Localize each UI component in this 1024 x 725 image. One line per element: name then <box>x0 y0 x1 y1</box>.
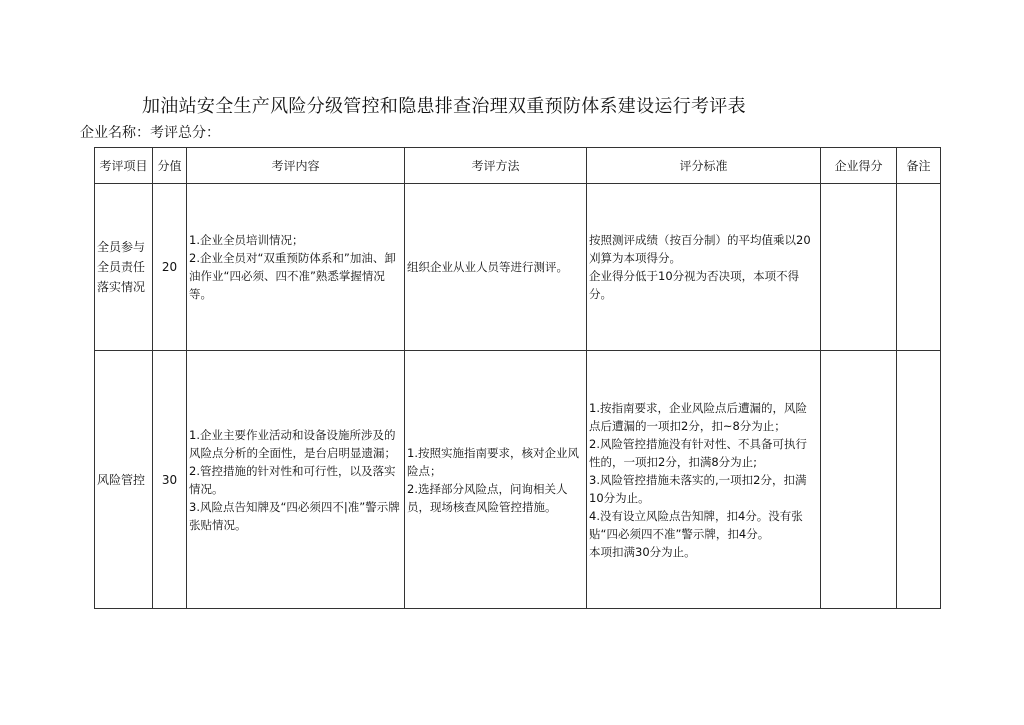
row-criteria-cell <box>587 351 821 609</box>
evaluation-table <box>94 147 941 609</box>
remark-cell <box>897 351 941 609</box>
header-method: 考评方法 <box>405 148 587 184</box>
remark-cell <box>897 184 941 351</box>
company-info-line: 企业名称：考评总分： <box>80 125 220 141</box>
method-line: 组织企业从业人员等进行测评。 <box>407 260 568 274</box>
row-score-cell: 30 <box>153 351 187 609</box>
header-company-score: 企业得分 <box>821 148 897 184</box>
table-row <box>95 184 941 351</box>
criteria-line: 按照测评成绩（按百分制）的平均值乘以20刈算为本项得分。 <box>589 233 811 265</box>
content-line: 1.企业全员培训情况； <box>189 233 304 247</box>
content-line: 1.企业主要作业活动和设备设施所涉及的风险点分析的全面性，是台启明显遗漏； <box>189 427 396 460</box>
row-method-cell <box>405 184 587 351</box>
table-row <box>95 351 941 609</box>
content-line: 2.企业全员对“双重预防体系和”加油、卸油作业“四必须、四不准”熟悉掌握情况等。 <box>189 251 396 301</box>
header-row <box>95 148 941 184</box>
criteria-line: 本项扣满30分为止。 <box>589 544 696 559</box>
row-item-cell: 风险管控 <box>95 351 153 609</box>
criteria-line: 企业得分低于10分视为否决项，本项不得分。 <box>589 269 800 301</box>
row-method-cell <box>405 351 587 609</box>
criteria-line: 1.按指南要求，企业风险点后遭漏的，风险点后遭漏的一项扣2分，扣~8分为止； <box>589 400 807 433</box>
row-criteria-cell <box>587 184 821 351</box>
criteria-line: 4.没有设立风险点告知牌，扣4分。没有张贴“四必须四不准”警示牌，扣4分。 <box>589 508 803 541</box>
header-score: 分值 <box>153 148 187 184</box>
company-score-cell <box>821 351 897 609</box>
row-content-cell <box>187 184 405 351</box>
content-line: 2.管控措施的针对性和可行性，以及落实情况。 <box>189 463 396 496</box>
row-content-cell <box>187 351 405 609</box>
header-content: 考评内容 <box>187 148 405 184</box>
content-line: 3.风险点告知牌及“四必须四不|准”警示牌张贴情况。 <box>189 499 400 532</box>
criteria-line: 2.风险管控措施没有针对性、不具备可执行性的，一项扣2分，扣满8分为止; <box>589 436 807 469</box>
row-score-cell: 20 <box>153 184 187 351</box>
company-score-cell <box>821 184 897 351</box>
method-line: 1.按照实施指南要求，核对企业风险点； <box>407 445 579 478</box>
header-criteria: 评分标准 <box>587 148 821 184</box>
criteria-line: 3.风险管控措施未落实的,一项扣2分，扣满10分为止。 <box>589 472 807 505</box>
header-item: 考评项目 <box>95 148 153 184</box>
page-title: 加油站安全生产风险分级管控和隐患排查治理双重预防体系建设运行考评表 <box>142 96 746 117</box>
row-item-cell: 全员参与全员责任落实情况 <box>95 184 153 351</box>
header-remark: 备注 <box>897 148 941 184</box>
method-line: 2.选择部分风险点，问询相关人员，现场核查风险管控措施。 <box>407 481 568 514</box>
